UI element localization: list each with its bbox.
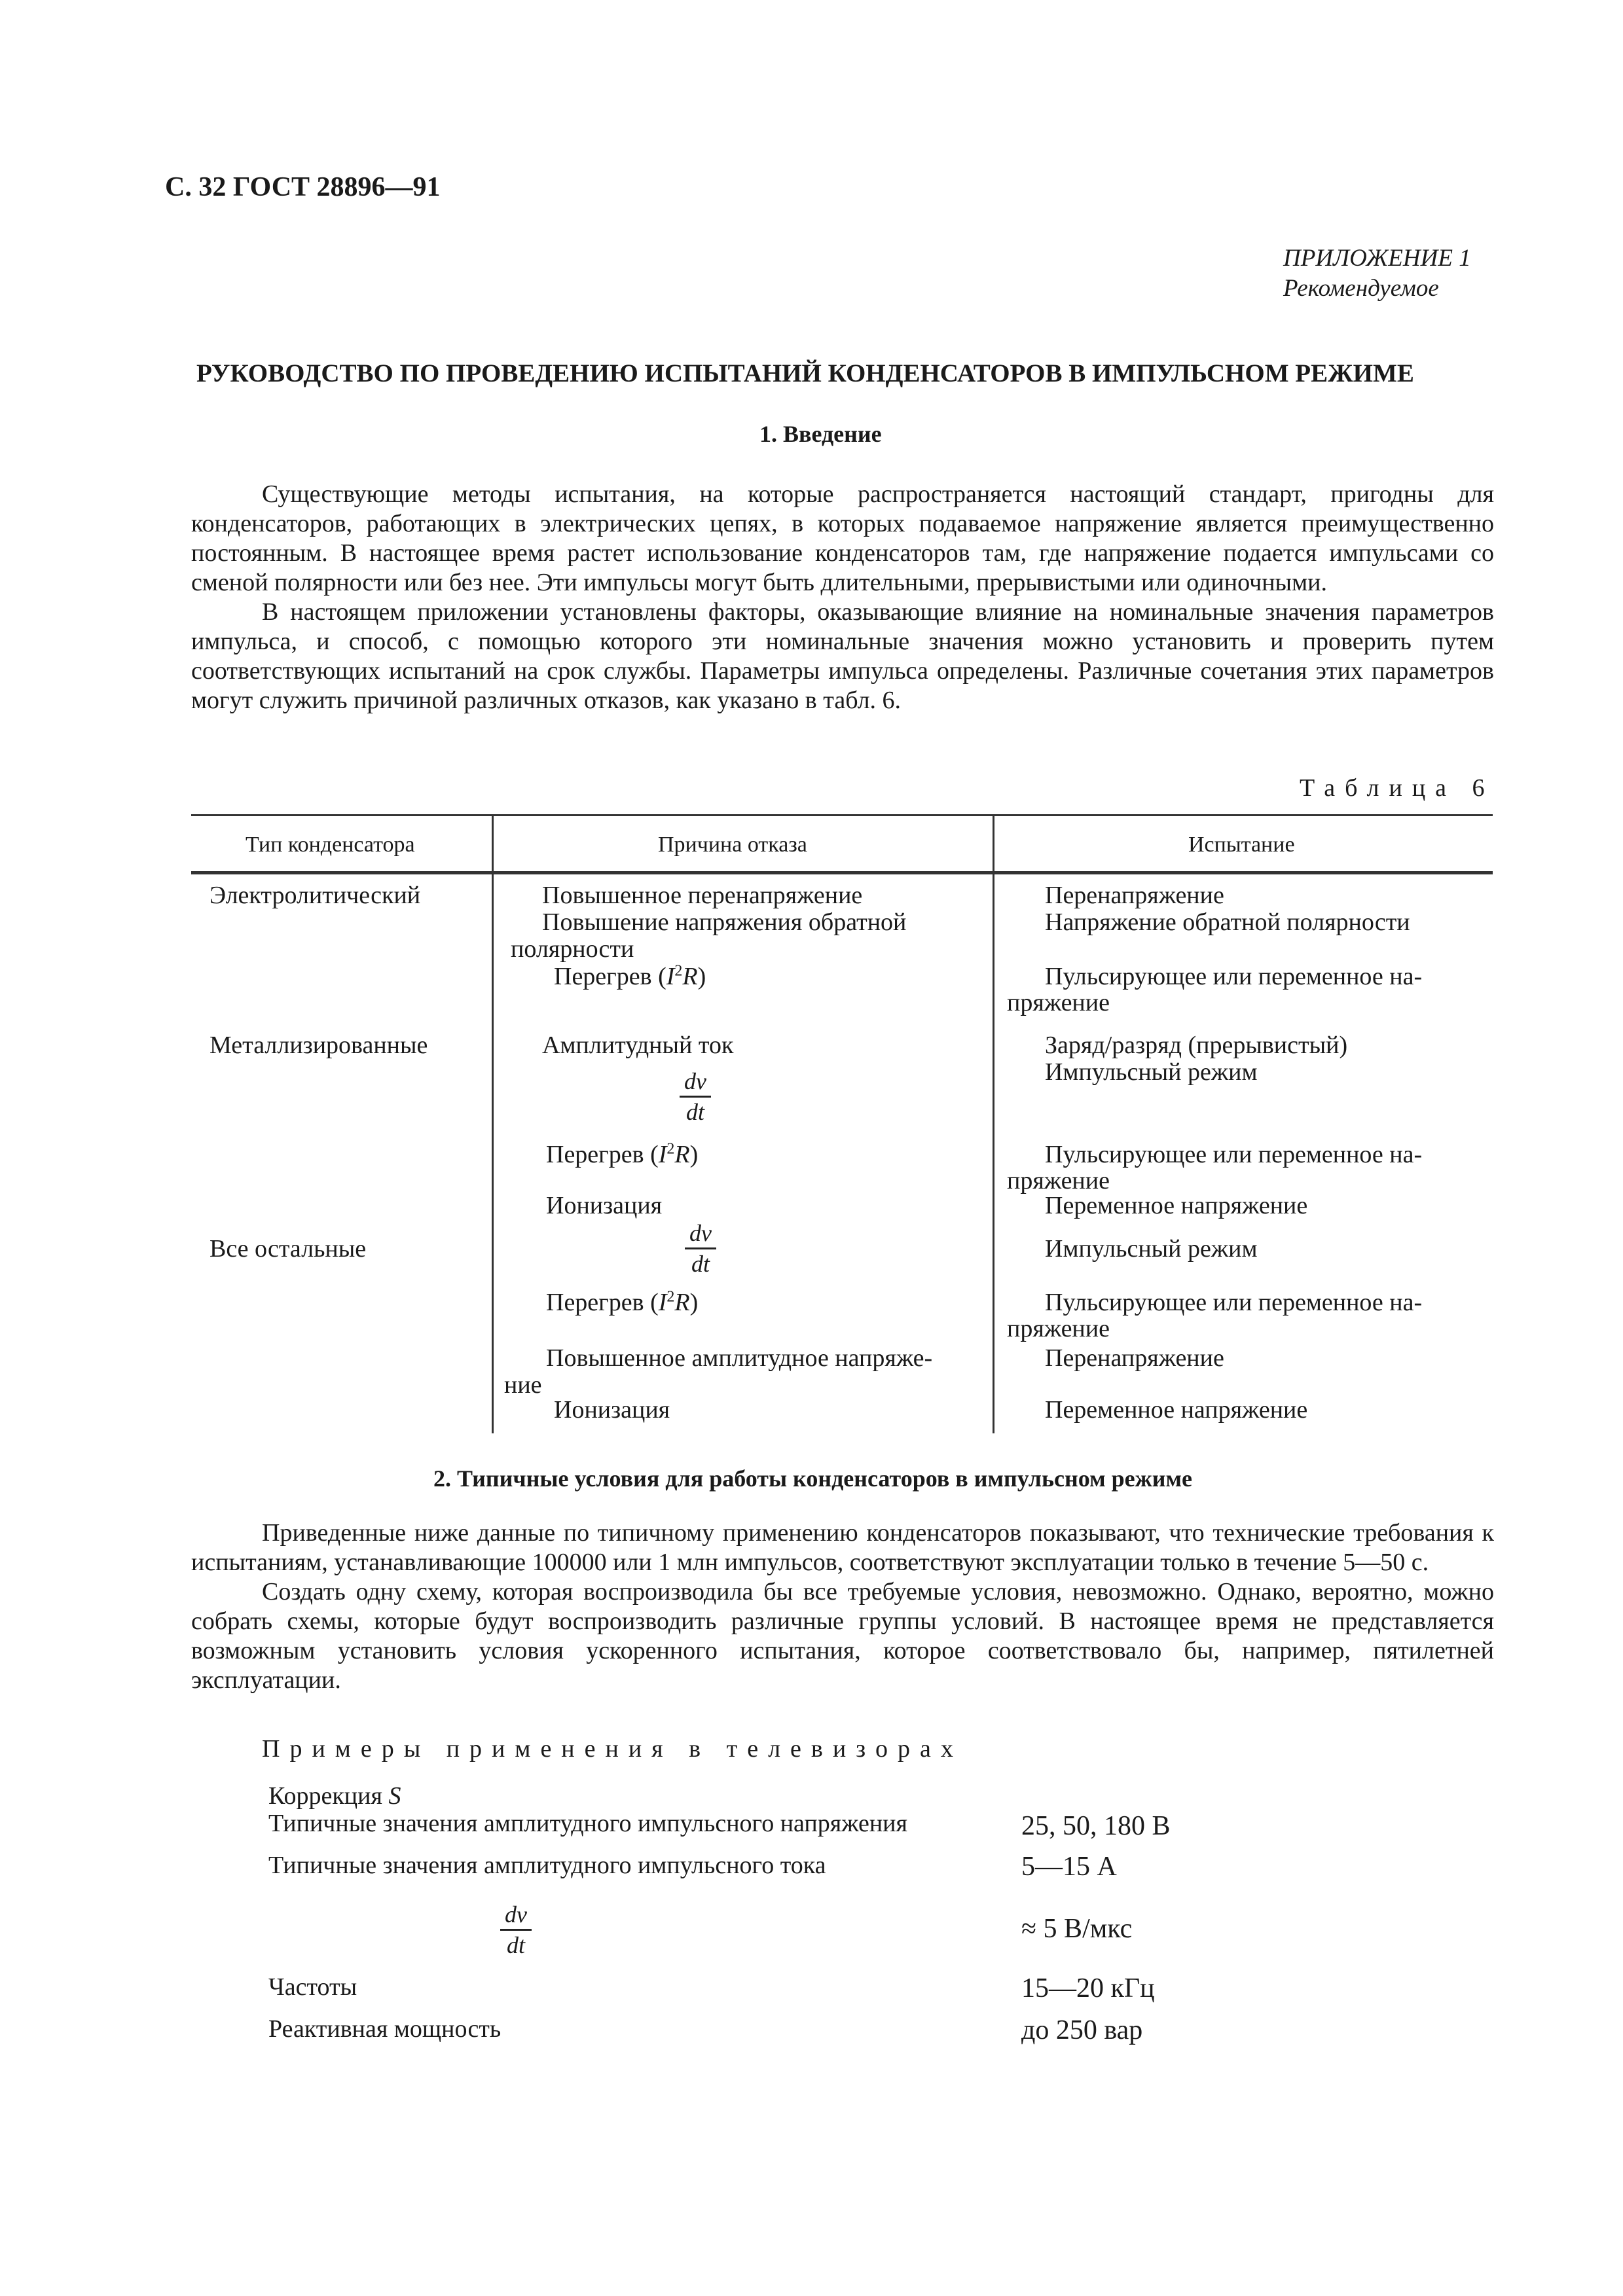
param-value: ≈ 5 В/мкс — [1021, 1914, 1133, 1944]
table-top-rule — [191, 814, 1493, 816]
param-value: 25, 50, 180 В — [1021, 1811, 1171, 1841]
test-type-cont: пряжение — [1007, 1315, 1110, 1342]
test-type: Пульсирующее или переменное на- — [1045, 1141, 1423, 1168]
test-type: Переменное напряжение — [1045, 1192, 1308, 1219]
table-caption: Таблица 6 — [1300, 774, 1495, 802]
test-type: Заряд/разряд (прерывистый) — [1045, 1031, 1348, 1059]
test-type: Импульсный режим — [1045, 1058, 1258, 1086]
failure-cause-overheat: Перегрев $(I^2R)$ — [546, 1140, 699, 1168]
param-value: 15—20 кГц — [1021, 1973, 1155, 2003]
correction-label: Коррекция S — [268, 1782, 401, 1810]
capacitor-type: Электролитический — [210, 882, 421, 909]
test-type: Напряжение обратной полярности — [1045, 908, 1410, 936]
appendix-label — [1283, 243, 1499, 304]
test-type-cont: пряжение — [1007, 989, 1110, 1016]
section1-title: 1. Введение — [759, 421, 882, 447]
failure-cause: Ионизация — [546, 1192, 663, 1219]
section2-title: 2. Типичные условия для работы конденсаторов в импульсном режиме — [433, 1465, 1192, 1492]
table-column-divider — [993, 814, 994, 1433]
column-header-cause: Причина отказа — [658, 833, 807, 857]
param-value: до 250 вар — [1021, 2015, 1143, 2045]
section1-body — [191, 480, 1494, 715]
test-type: Пульсирующее или переменное на- — [1045, 963, 1423, 990]
section2-body — [191, 1518, 1494, 1695]
failure-cause: Повышение напряжения обратной — [542, 908, 907, 936]
param-label: Реактивная мощность — [268, 2015, 501, 2043]
failure-cause: Повышенное амплитудное напряже- — [546, 1344, 933, 1372]
column-header-type: Тип конденсатора — [246, 833, 415, 857]
document-title: РУКОВОДСТВО ПО ПРОВЕДЕНИЮ ИСПЫТАНИЙ КОНДЕНСАТОРОВ В ИМПУЛЬСНОМ РЕЖИМЕ — [196, 359, 1414, 387]
appendix-subtitle: Рекомендуемое — [1283, 275, 1439, 302]
test-type: Перенапряжение — [1045, 882, 1224, 909]
failure-cause-overheat: Перегрев $(I^2R)$ — [546, 1288, 699, 1316]
dv-dt-fraction: dv dt — [676, 1067, 715, 1126]
failure-cause: Ионизация — [554, 1396, 670, 1424]
param-label: Типичные значения амплитудного импульсного тока — [268, 1852, 826, 1879]
test-type: Пульсирующее или переменное на- — [1045, 1289, 1423, 1316]
failure-cause: Амплитудный ток — [542, 1031, 734, 1059]
paragraph: Существующие методы испытания, на которые распространяется настоящий стандарт, пригодны для конденсаторов, работающих в электрических цепях, в которых подаваемое напряжение является преимущественно постоянным. В настоящее время растет использование конденсаторов там, где напряжение подается импульсами со сменой полярности или без нее. Эти импульсы могут быть длительными, прерывистыми или одиночными. — [191, 480, 1494, 596]
failure-cause-cont: полярности — [511, 935, 634, 963]
param-label: Типичные значения амплитудного импульсного напряжения — [268, 1810, 907, 1837]
page-header: С. 32 ГОСТ 28896—91 — [165, 172, 441, 202]
dv-dt-fraction: dv dt — [496, 1900, 536, 1960]
test-type-cont: пряжение — [1007, 1167, 1110, 1194]
table-column-divider — [492, 814, 494, 1433]
paragraph: Создать одну схему, которая воспроизводила бы все требуемые условия, невозможно. Однако, вероятно, можно собрать схемы, которые будут воспроизводить различные группы условий. В настоящее время не представляется возможным установить условия ускоренного испытания, которое соответствовало бы, например, пятилетней эксплуатации. — [191, 1578, 1494, 1694]
failure-cause: Повышенное перенапряжение — [542, 882, 863, 909]
failure-cause-cont: ние — [504, 1371, 542, 1399]
examples-heading: Примеры применения в телевизорах — [262, 1735, 963, 1763]
param-value: 5—15 А — [1021, 1852, 1117, 1882]
failure-cause-overheat: Перегрев $(I^2R)$ — [554, 962, 706, 990]
param-label: Частоты — [268, 1973, 357, 2001]
appendix-title: ПРИЛОЖЕНИЕ 1 — [1283, 245, 1471, 272]
paragraph: Приведенные ниже данные по типичному применению конденсаторов показывают, что технические требования к испытаниям, устанавливающие 100000 или 1 млн импульсов, соответствуют эксплуатации только в течение 5—50 с. — [191, 1519, 1494, 1576]
dv-dt-fraction: dv dt — [681, 1219, 720, 1278]
test-type: Переменное напряжение — [1045, 1396, 1308, 1424]
paragraph: В настоящем приложении установлены факторы, оказывающие влияние на номинальные значения параметров импульса, и способ, с помощью которого эти номинальные значения можно установить и проверить путем соответствующих испытаний на срок службы. Параметры импульса определены. Различные сочетания этих параметров могут служить причиной различных отказов, как указано в табл. 6. — [191, 598, 1494, 714]
capacitor-type: Металлизированные — [210, 1031, 428, 1059]
test-type: Импульсный режим — [1045, 1235, 1258, 1263]
table-header-rule — [191, 871, 1493, 874]
capacitor-type: Все остальные — [210, 1235, 367, 1263]
column-header-test: Испытание — [1188, 833, 1295, 857]
test-type: Перенапряжение — [1045, 1344, 1224, 1372]
